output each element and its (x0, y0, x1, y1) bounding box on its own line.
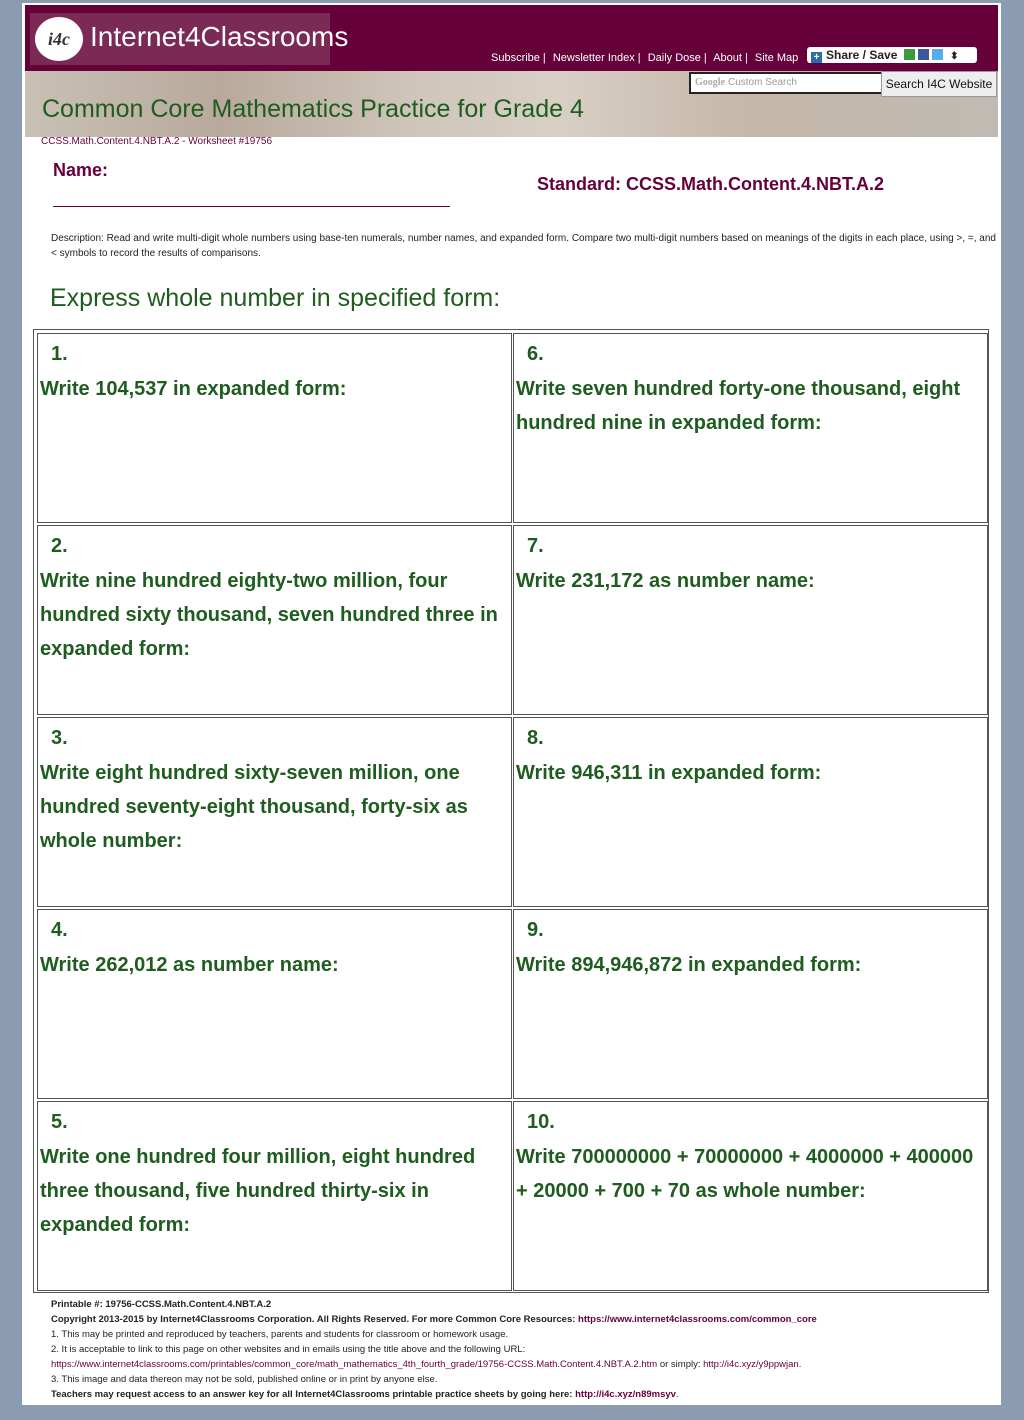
copyright (51, 1312, 996, 1327)
logo-text: Internet4Classrooms (90, 21, 349, 52)
question-cell (513, 333, 988, 523)
question-cell (513, 1101, 988, 1291)
question-number: 1. (51, 343, 68, 365)
i4c-logo-icon: i4c (35, 17, 83, 61)
question-cell (37, 1101, 512, 1291)
name-line (53, 206, 450, 207)
google-logo: Google (695, 77, 725, 88)
question-text: Write eight hundred sixty-seven million, one hundred seventy-eight thousand, forty-six as whole number: (40, 762, 468, 852)
nav-separator: | (542, 52, 546, 64)
chevron-updown-icon: ⬍ (950, 51, 959, 62)
question-number: 2. (51, 535, 68, 557)
breadcrumb: CCSS.Math.Content.4.NBT.A.2 - Worksheet #19756 (41, 136, 273, 147)
search-placeholder: Custom Search (728, 77, 797, 88)
question-number: 6. (527, 343, 544, 365)
page-title: Common Core Mathematics Practice for Grade 4 (42, 95, 584, 123)
nav-separator: | (744, 52, 748, 64)
question-number: 4. (51, 919, 68, 941)
question-number: 7. (527, 535, 544, 557)
site-header (25, 5, 998, 71)
url-line: https://www.internet4classrooms.com/printables/common_core/math_mathematics_4th_fourth_grade/19756-CCSS.Math.Content.4.NBT.A.2.htm or simply: http://i4c.xyz/y9ppwjan. (51, 1359, 802, 1370)
question-number: 3. (51, 727, 68, 749)
question-cell (37, 525, 512, 715)
question-text: Write 231,172 as number name: (516, 570, 815, 592)
site-logo[interactable] (30, 13, 349, 65)
question-cell (37, 909, 512, 1099)
question-number: 5. (51, 1111, 68, 1133)
twitter-icon (932, 49, 943, 60)
copyright-text: Copyright 2013-2015 by Internet4Classrooms Corporation. All Rights Reserved. For more Common Core Resources: (51, 1314, 576, 1325)
question-text: Write nine hundred eighty-two million, four hundred sixty thousand, seven hundred three in expanded form: (40, 570, 498, 660)
nav-newsletter-index[interactable]: Newsletter Index (552, 52, 635, 64)
question-text: Write 700000000 + 70000000 + 4000000 + 400000 + 20000 + 700 + 70 as whole number: (516, 1146, 974, 1202)
share-save-button[interactable] (807, 47, 977, 63)
printable-id: Printable #: 19756-CCSS.Math.Content.4.NBT.A.2 (51, 1299, 272, 1310)
short-url-link[interactable]: http://i4c.xyz/y9ppwjan (703, 1359, 799, 1370)
section-title: Express whole number in specified form: (50, 284, 501, 312)
nav-separator: | (703, 52, 707, 64)
question-text: Write 894,946,872 in expanded form: (516, 954, 862, 976)
search-button[interactable]: Search I4C Website (881, 71, 997, 97)
question-cell (513, 909, 988, 1099)
top-nav (491, 52, 800, 64)
nav-daily-dose[interactable]: Daily Dose (647, 52, 701, 64)
question-grid (33, 329, 989, 1293)
plus-icon: + (811, 52, 822, 63)
question-text: Write 946,311 in expanded form: (516, 762, 822, 784)
question-cell (37, 333, 512, 523)
footer (51, 1297, 996, 1402)
share-icon (904, 49, 915, 60)
question-text: Write one hundred four million, eight hundred three thousand, five hundred thirty-six in expanded form: (40, 1146, 476, 1236)
description: Description: Read and write multi-digit whole numbers using base-ten numerals, number names, and expanded form. Compare two multi-digit numbers based on meanings of the digits in each place, using >, =, and < symbols to record the results of comparisons. (51, 233, 996, 259)
usage-note-2: 2. It is acceptable to link to this page on other websites and in emails using the title above and the following URL: (51, 1344, 526, 1355)
share-label: Share / Save (826, 48, 898, 62)
answer-key-line: Teachers may request access to an answer key for all Internet4Classrooms printable practice sheets by going here: http://i4c.xyz/n89msyv. (51, 1389, 679, 1400)
facebook-icon (918, 49, 929, 60)
usage-note-1: 1. This may be printed and reproduced by teachers, parents and students for classroom or homework usage. (51, 1329, 509, 1340)
worksheet-page (22, 3, 1001, 1405)
common-core-link[interactable]: https://www.internet4classrooms.com/common_core (578, 1314, 817, 1325)
question-number: 9. (527, 919, 544, 941)
question-cell (37, 717, 512, 907)
question-text: Write 104,537 in expanded form: (40, 378, 347, 400)
question-number: 8. (527, 727, 544, 749)
question-text: Write seven hundred forty-one thousand, eight hundred nine in expanded form: (516, 378, 961, 434)
nav-about[interactable]: About (713, 52, 742, 64)
banner (25, 71, 998, 137)
question-text: Write 262,012 as number name: (40, 954, 339, 976)
page-url-link[interactable]: https://www.internet4classrooms.com/printables/common_core/math_mathematics_4th_fourth_grade/19756-CCSS.Math.Content.4.NBT.A.2.htm (51, 1359, 658, 1370)
answer-key-text: Teachers may request access to an answer key for all Internet4Classrooms printable practice sheets by going here: (51, 1389, 573, 1400)
nav-site-map[interactable]: Site Map (754, 52, 799, 64)
answer-key-link[interactable]: http://i4c.xyz/n89msyv (575, 1389, 676, 1400)
search-input[interactable] (689, 72, 883, 94)
or-simply: or simply: (659, 1359, 701, 1370)
question-cell (513, 525, 988, 715)
standard-label: Standard: CCSS.Math.Content.4.NBT.A.2 (537, 174, 885, 194)
name-label: Name: (53, 160, 109, 180)
nav-subscribe[interactable]: Subscribe (491, 52, 540, 64)
nav-separator: | (637, 52, 641, 64)
question-number: 10. (527, 1111, 555, 1133)
question-cell (513, 717, 988, 907)
usage-note-3: 3. This image and data thereon may not be sold, published online or in print by anyone else. (51, 1374, 438, 1385)
